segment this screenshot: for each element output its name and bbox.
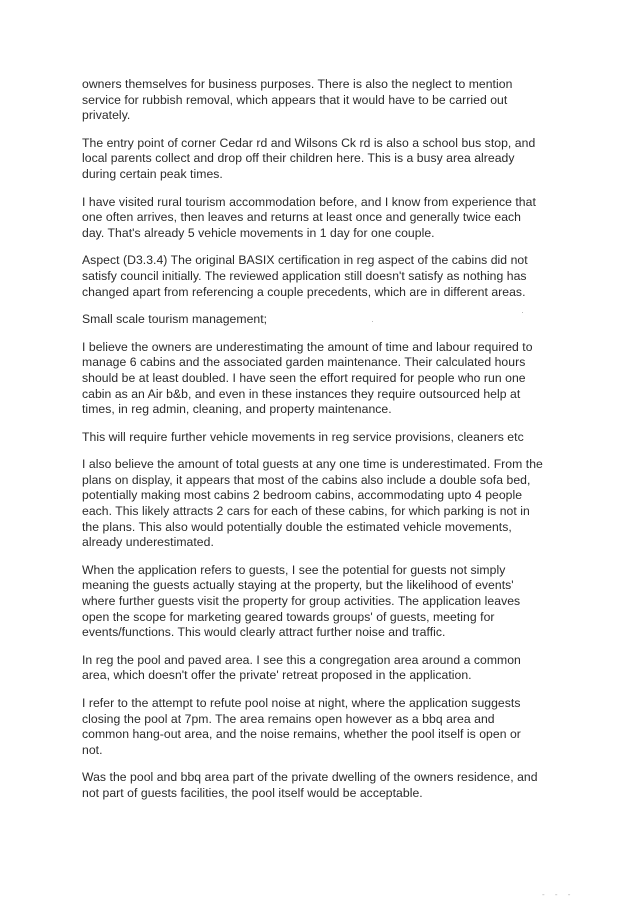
- paragraph: [82, 195, 568, 242]
- text-line: In reg the pool and paved area. I see this a congregation area around a common: [82, 652, 521, 667]
- text-line: closing the pool at 7pm. The area remains open however as a bbq area and: [82, 711, 495, 726]
- text-line: I refer to the attempt to refute pool noise at night, where the application suggests: [82, 696, 521, 710]
- text-line: service for rubbish removal, which appears that it would have to be carried out: [82, 92, 508, 107]
- text-line: day. That's already 5 vehicle movements in 1 day for one couple.: [82, 225, 435, 240]
- text-line: Aspect (D3.3.4) The original BASIX certification in reg aspect of the cabins did not: [82, 253, 528, 268]
- text-line: Was the pool and bbq area part of the private dwelling of the owners residence, and: [82, 770, 538, 785]
- scan-speck: [522, 312, 523, 313]
- text-line: changed apart from referencing a couple precedents, which are in different areas.: [82, 284, 526, 299]
- text-line: I believe the owners are underestimating the amount of time and labour required to: [82, 339, 533, 354]
- paragraph: [82, 312, 568, 328]
- paragraph: [82, 430, 568, 446]
- paragraph: [82, 136, 568, 183]
- text-line: already underestimated.: [82, 535, 214, 550]
- text-line: Small scale tourism management;: [82, 312, 268, 327]
- text-line: potentially making most cabins 2 bedroom cabins, accommodating upto 4 people: [82, 488, 523, 503]
- paragraph: [82, 77, 568, 124]
- paragraph: [82, 457, 568, 551]
- text-line: satisfy council initially. The reviewed application still doesn't satisfy as nothing has: [82, 268, 527, 283]
- text-line: common hang-out area, and the noise remains, whether the pool itself is open or: [82, 727, 521, 742]
- text-line: events/functions. This would clearly attract further noise and traffic.: [82, 625, 446, 640]
- text-line: one often arrives, then leaves and returns at least once and generally twice each: [82, 210, 522, 225]
- text-line: When the application refers to guests, I see the potential for guests not simply: [82, 562, 506, 577]
- text-line: area, which doesn't offer the private' retreat proposed in the application.: [82, 668, 472, 683]
- text-line: meaning the guests actually staying at the property, but the likelihood of events': [82, 578, 514, 593]
- text-line: privately.: [82, 108, 131, 123]
- text-line: during certain peak times.: [82, 166, 223, 181]
- footer-marks: - - -: [542, 890, 575, 899]
- paragraph: [82, 563, 568, 641]
- text-line: I have visited rural tourism accommodation before, and I know from experience that: [82, 194, 536, 209]
- text-line: times, in reg admin, cleaning, and property maintenance.: [82, 402, 392, 417]
- text-line: not.: [82, 742, 103, 757]
- paragraph: [82, 696, 568, 758]
- text-line: manage 6 cabins and the associated garden maintenance. Their calculated hours: [82, 355, 526, 370]
- text-line: owners themselves for business purposes. There is also the neglect to mention: [82, 77, 513, 91]
- paragraph: [82, 653, 568, 684]
- text-line: The entry point of corner Cedar rd and Wilsons Ck rd is also a school bus stop, and: [82, 135, 536, 150]
- text-line: I also believe the amount of total guests at any one time is underestimated. From the: [82, 457, 543, 472]
- letter-body: [82, 77, 568, 802]
- text-line: cabin as an Air b&b, and even in these instances they require outsourced help at: [82, 386, 521, 401]
- paragraph: [82, 770, 568, 801]
- text-line: open the scope for marketing geared towards groups' of guests, meeting for: [82, 609, 495, 624]
- scan-speck: [372, 321, 373, 322]
- text-line: plans on display, it appears that most of the cabins also include a double sofa bed,: [82, 472, 531, 487]
- text-line: where further guests visit the property for group activities. The application leaves: [82, 594, 521, 609]
- text-line: the plans. This also would potentially double the estimated vehicle movements,: [82, 519, 512, 534]
- paragraph: [82, 253, 568, 300]
- text-line: should be at least doubled. I have seen the effort required for people who run one: [82, 370, 526, 385]
- text-line: not part of guests facilities, the pool itself would be acceptable.: [82, 785, 423, 800]
- text-line: local parents collect and drop off their children here. This is a busy area already: [82, 151, 515, 166]
- paragraph: [82, 340, 568, 418]
- text-line: This will require further vehicle movements in reg service provisions, cleaners etc: [82, 429, 524, 444]
- text-line: each. This likely attracts 2 cars for each of these cabins, for which parking is not in: [82, 504, 530, 519]
